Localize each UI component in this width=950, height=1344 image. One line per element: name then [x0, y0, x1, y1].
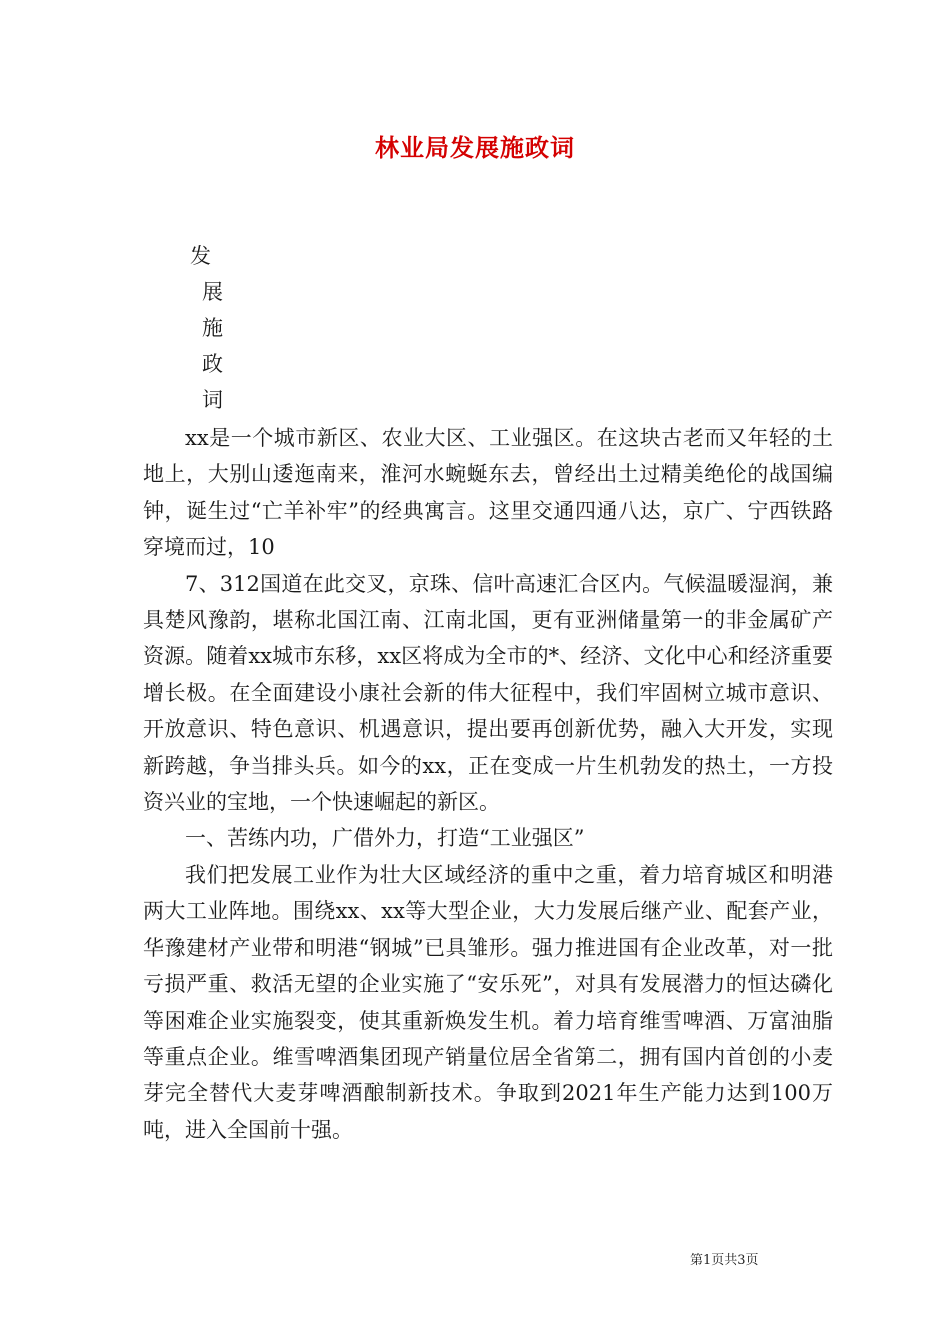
document-body [143, 420, 833, 1148]
vertical-char: 施 [202, 316, 223, 340]
page-title: 林业局发展施政词 [375, 133, 575, 162]
vertical-heading [190, 238, 230, 418]
page-number: 第1页共3页 [690, 1253, 759, 1268]
vertical-char: 发 [190, 244, 211, 268]
vertical-char: 展 [202, 280, 223, 304]
vertical-char: 词 [202, 388, 223, 412]
paragraph-location: 7、312国道在此交叉，京珠、信叶高速汇合区内。气候温暖湿润，兼具楚风豫韵，堪称北国江南、江南北国，更有亚洲储量第一的非金属矿产资源。随着xx城市东移，xx区将成为全市的*、经济、文化中心和经济重要增长极。在全面建设小康社会新的伟大征程中，我们牢固树立城市意识、开放意识、特色意识、机遇意识，提出要再创新优势，融入大开发，实现新跨越，争当排头兵。如今的xx，正在变成一片生机勃发的热土，一方投资兴业的宝地，一个快速崛起的新区。 [143, 571, 833, 815]
paragraph-intro: xx是一个城市新区、农业大区、工业强区。在这块古老而又年轻的土地上，大别山逶迤南来，淮河水蜿蜒东去，曾经出土过精美绝伦的战国编钟，诞生过“亡羊补牢”的经典寓言。这里交通四通八达，京广、宁西铁路穿境而过，10 [143, 426, 833, 560]
vertical-char: 政 [202, 352, 223, 376]
section-heading: 一、苦练内功，广借外力，打造“工业强区” [185, 826, 585, 851]
paragraph-industry: 我们把发展工业作为壮大区域经济的重中之重，着力培育城区和明港两大工业阵地。围绕xx、xx等大型企业，大力发展后继产业、配套产业，华豫建材产业带和明港“钢城”已具雏形。强力推进国有企业改革，对一批亏损严重、救活无望的企业实施了“安乐死”，对具有发展潜力的恒达磷化等困难企业实施裂变，使其重新焕发生机。着力培育维雪啤酒、万富油脂等重点企业。维雪啤酒集团现产销量位居全省第二，拥有国内首创的小麦芽完全替代大麦芽啤酒酿制新技术。争取到2021年生产能力达到100万吨，进入全国前十强。 [143, 862, 833, 1142]
